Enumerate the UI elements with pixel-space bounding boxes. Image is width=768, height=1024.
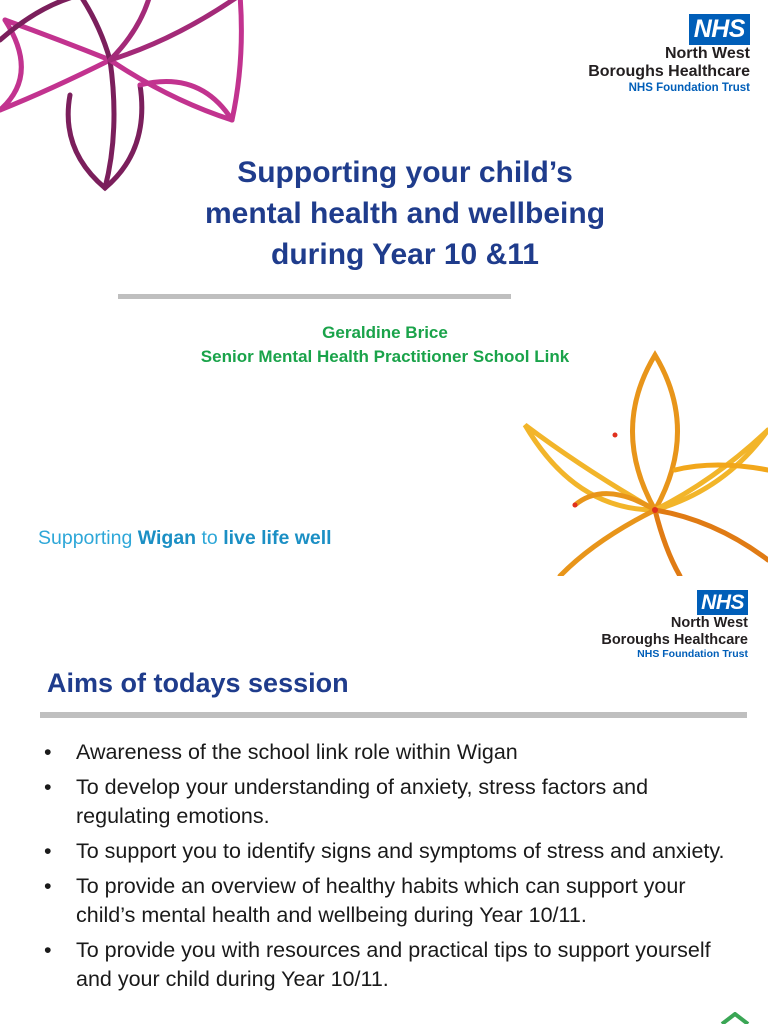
list-item [44, 837, 744, 866]
bullet-icon: • [44, 740, 52, 764]
org-trust: NHS Foundation Trust [637, 648, 748, 661]
aims-divider [40, 712, 747, 718]
nhs-org-block [588, 14, 750, 96]
bullet-icon: • [44, 874, 52, 898]
aims-list [44, 738, 744, 1000]
bullet-icon: • [44, 839, 52, 863]
aims-slide [0, 576, 768, 1024]
nhs-logo-icon: NHS [697, 590, 748, 615]
tagline-part3: to [196, 527, 224, 549]
bullet-icon: • [44, 938, 52, 962]
title-divider [118, 294, 511, 299]
tagline-part1: Supporting [38, 527, 138, 549]
org-name-line1: North West [670, 615, 748, 631]
title-line-2: mental health and wellbeing [204, 197, 606, 230]
tagline-part2: Wigan [137, 527, 197, 549]
title-line-3: during Year 10 &11 [271, 238, 539, 271]
presenter-name: Geraldine Brice [322, 323, 448, 342]
nhs-org-block-2 [601, 590, 748, 661]
list-item-text: To support you to identify signs and symptoms of stress and anxiety. [76, 839, 725, 863]
list-item [44, 738, 744, 767]
list-item-text: To provide an overview of healthy habits which can support your child’s mental health and wellbeing during Year 10/11. [76, 874, 686, 927]
list-item-text: Awareness of the school link role within Wigan [76, 740, 518, 764]
org-name-line2: Boroughs Healthcare [588, 63, 750, 81]
org-trust: NHS Foundation Trust [628, 81, 750, 94]
green-chevron-icon [718, 1012, 752, 1024]
tagline [38, 527, 332, 550]
list-item [44, 872, 744, 930]
title-line-1: Supporting your child’s [237, 156, 573, 189]
list-item [44, 773, 744, 831]
orange-flower-icon [515, 350, 768, 576]
bullet-icon: • [44, 775, 52, 799]
org-name-line1: North West [664, 45, 750, 62]
presenter-role: Senior Mental Health Practitioner School Link [200, 347, 570, 366]
list-item-text: To develop your understanding of anxiety, stress factors and regulating emotions. [76, 775, 649, 828]
list-item-text: To provide you with resources and practical tips to support yourself and your child during Year 10/11. [76, 938, 711, 991]
tagline-part4: live life well [223, 527, 332, 549]
aims-heading: Aims of todays session [47, 668, 349, 698]
list-item [44, 936, 744, 994]
slide-title [140, 152, 670, 275]
nhs-logo-icon: NHS [689, 14, 750, 45]
org-name-line2: Boroughs Healthcare [601, 631, 748, 648]
